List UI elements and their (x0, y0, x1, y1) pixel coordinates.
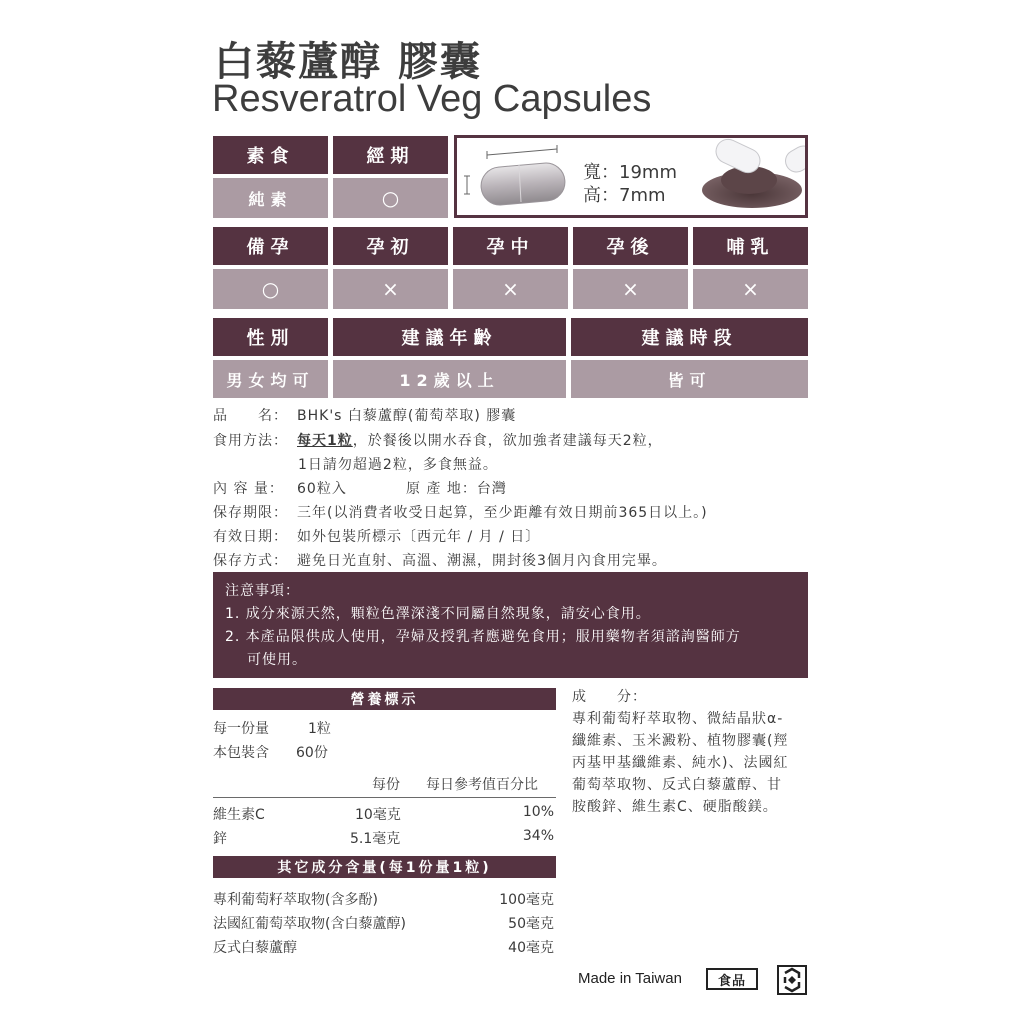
other-ingredient-name: 專利葡萄籽萃取物(含多酚) (213, 892, 378, 908)
info-expiry-label: 有效日期： (213, 529, 288, 545)
other-ingredient-amount: 40毫克 (508, 940, 554, 956)
other-content-title: 其它成分含量(每1份量1粒) (213, 856, 556, 878)
info-storage-value: 避免日光直射、高溫、潮濕，開封後3個月內食用完畢。 (297, 553, 667, 569)
info-storage-label: 保存方式： (213, 553, 288, 569)
servings-value: 60份 (296, 745, 328, 761)
other-ingredient-amount: 100毫克 (499, 892, 554, 908)
gender-header: 性別 (213, 318, 328, 356)
preg-value-nursing: × (693, 269, 808, 309)
ingredients-line: 專利葡萄籽萃取物、微結晶狀α- (572, 711, 784, 727)
ingredients-line: 丙基甲基纖維素、純水)、法國紅 (572, 755, 789, 771)
serving-size-value: 1粒 (308, 721, 331, 737)
diet-header: 素食 (213, 136, 328, 174)
preg-header-late: 孕後 (573, 227, 688, 265)
food-badge: 食品 (706, 968, 758, 990)
time-value: 皆可 (571, 360, 808, 398)
nutrient-amount: 10毫克 (355, 807, 401, 823)
other-ingredient-name: 反式白藜蘆醇 (213, 940, 297, 956)
title-english: Resveratrol Veg Capsules (212, 78, 652, 120)
preg-header-prep: 備孕 (213, 227, 328, 265)
menstrual-value: ○ (333, 178, 448, 218)
serving-size-label: 每一份量 (213, 721, 269, 737)
info-origin-value: 台灣 (476, 481, 507, 497)
info-name-row (213, 405, 516, 425)
preg-value-prep: ○ (213, 269, 328, 309)
preg-value-mid: × (453, 269, 568, 309)
info-shelf-value: 三年(以消費者收受日起算，至少距離有效日期前365日以上。) (297, 505, 708, 521)
col-daily-value: 每日參考值百分比 (426, 777, 538, 793)
info-content-label: 內 容 量： (213, 481, 284, 497)
capsule-height: 高：7mm (583, 185, 666, 206)
notice-box (213, 572, 808, 678)
age-header: 建議年齡 (333, 318, 566, 356)
ingredients-line: 葡萄萃取物、反式白藜蘆醇、甘 (572, 777, 782, 793)
info-origin-label: 原 產 地： (406, 481, 477, 497)
ingredients-label: 成 分： (572, 689, 647, 705)
nutrition-title: 營養標示 (213, 688, 556, 710)
capsule-width: 寬：19mm (583, 162, 677, 183)
diet-value: 純素 (213, 178, 328, 218)
nutrient-name: 維生素C (213, 807, 265, 823)
age-value: 12歲以上 (333, 360, 566, 398)
info-usage-rest: ，於餐後以開水吞食，欲加強者建議每天2粒， (352, 433, 663, 449)
nutrient-pct: 34% (522, 828, 554, 844)
info-content-value: 60粒入 (297, 481, 347, 497)
nutrition-divider (213, 797, 556, 798)
preg-header-nursing: 哺乳 (693, 227, 808, 265)
info-storage-row (213, 550, 667, 570)
info-name-label: 品 名： (213, 408, 288, 424)
info-usage-label: 食用方法： (213, 433, 288, 449)
info-usage-highlight: 每天1粒 (297, 433, 353, 449)
nutrient-amount: 5.1毫克 (350, 831, 401, 847)
ingredients-line: 胺酸鋅、維生素C、硬脂酸鎂。 (572, 799, 778, 815)
info-usage-line2: 1日請勿超過2粒，多食無益。 (298, 457, 498, 473)
info-expiry-value: 如外包裝所標示〔西元年 / 月 / 日〕 (297, 529, 541, 545)
info-content-row (213, 478, 347, 498)
preg-value-late: × (573, 269, 688, 309)
preg-header-early: 孕初 (333, 227, 448, 265)
nutrient-name: 鋅 (213, 831, 227, 847)
notice-item-2: 2. 本產品限供成人使用，孕婦及授乳者應避免食用；服用藥物者須諮詢醫師方 (225, 629, 741, 645)
info-expiry-row (213, 526, 540, 546)
servings-label: 本包裝含 (213, 745, 269, 761)
info-origin-row (406, 478, 507, 498)
title-chinese: 白藜蘆醇 膠囊 (214, 39, 482, 85)
menstrual-header: 經期 (333, 136, 448, 174)
info-name-value: BHK's 白藜蘆醇(葡萄萃取) 膠囊 (297, 408, 517, 424)
nutrient-pct: 10% (522, 804, 554, 820)
col-per-serving: 每份 (372, 777, 400, 793)
notice-item-1: 1. 成分來源天然，顆粒色澤深淺不同屬自然現象，請安心食用。 (225, 606, 651, 622)
preg-header-mid: 孕中 (453, 227, 568, 265)
other-ingredient-name: 法國紅葡萄萃取物(含白藜蘆醇) (213, 916, 406, 932)
gender-value: 男女均可 (213, 360, 328, 398)
info-usage-row (213, 430, 663, 450)
info-shelf-row (213, 502, 708, 522)
ingredients-line: 纖維素、玉米澱粉、植物膠囊(羥 (572, 733, 789, 749)
ingredients-block (572, 686, 812, 818)
made-in-taiwan: Made in Taiwan (578, 970, 682, 987)
other-ingredient-amount: 50毫克 (508, 916, 554, 932)
capsule-info-box (454, 135, 808, 218)
notice-title: 注意事項： (225, 583, 300, 599)
info-shelf-label: 保存期限： (213, 505, 288, 521)
notice-item-2-cont: 可使用。 (247, 652, 307, 668)
preg-value-early: × (333, 269, 448, 309)
recycle-icon (777, 965, 807, 995)
time-header: 建議時段 (571, 318, 808, 356)
